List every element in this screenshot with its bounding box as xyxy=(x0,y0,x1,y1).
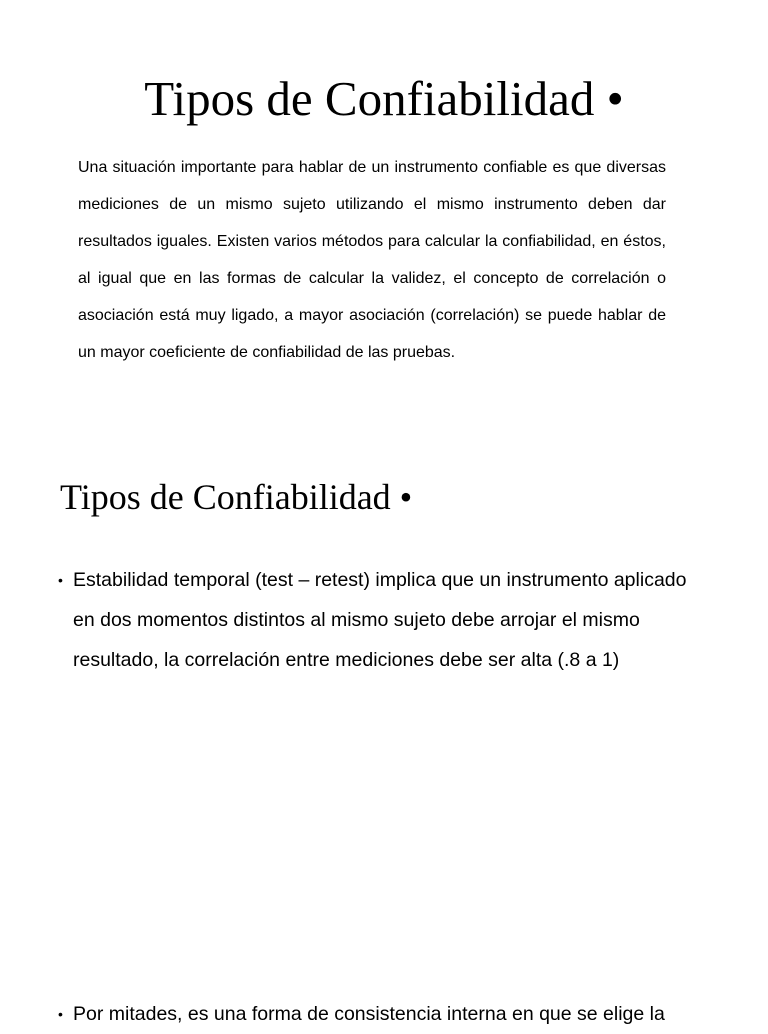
section-title: Tipos de Confiabilidad • xyxy=(60,477,413,517)
bullet-icon: • xyxy=(58,1006,63,1022)
bullet-item-stability xyxy=(58,560,691,680)
bullet-item-halves xyxy=(58,994,713,1034)
page-title: Tipos de Confiabilidad • xyxy=(144,71,624,126)
bullet-text: Estabilidad temporal (test – retest) implica que un instrumento aplicado en dos momentos distintos al mismo sujeto debe arrojar el mismo resultado, la correlación entre mediciones debe ser alta (.8 a 1) xyxy=(73,569,687,671)
intro-paragraph: Una situación importante para hablar de un instrumento confiable es que diversas mediciones de un mismo sujeto utilizando el mismo instrumento deben dar resultados iguales. Existen varios métodos para calcular la confiabilidad, en éstos, al igual que en las formas de calcular la validez, el concepto de correlación o asociación está muy ligado, a mayor asociación (correlación) se puede hablar de un mayor coeficiente de confiabilidad de las pruebas. xyxy=(78,159,666,361)
bullet-text: Por mitades, es una forma de consistencia interna en que se elige la xyxy=(73,1003,665,1025)
bullet-icon: • xyxy=(58,572,63,588)
